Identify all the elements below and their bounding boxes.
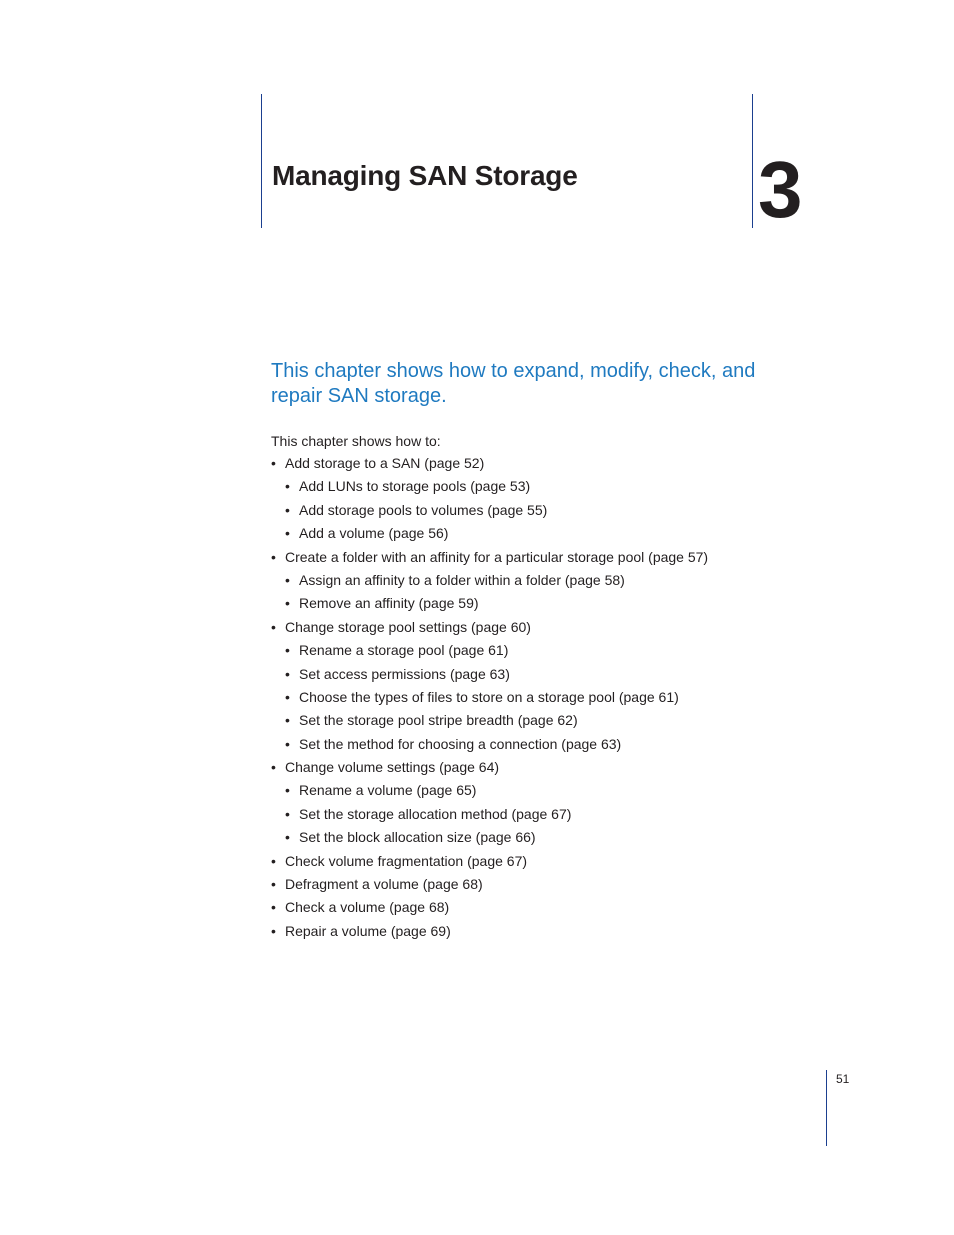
topic-text: Add LUNs to storage pools (page 53) — [299, 478, 531, 495]
topic-text: Rename a storage pool (page 61) — [299, 642, 509, 659]
topic-text: Defragment a volume (page 68) — [285, 876, 483, 893]
folio-rule — [826, 1070, 827, 1146]
bullet-marker: • — [285, 478, 290, 495]
topic-item — [271, 547, 708, 570]
bullet-marker: • — [271, 548, 276, 565]
bullet-marker: • — [285, 665, 290, 682]
topic-text: Check a volume (page 68) — [285, 899, 450, 916]
bullet-marker: • — [285, 595, 290, 612]
topic-text: Set the storage pool stripe breadth (page 62) — [299, 712, 578, 729]
subtopic-item — [271, 570, 708, 593]
topic-item — [271, 453, 708, 476]
subtopic-item — [271, 593, 708, 616]
topic-text: Change volume settings (page 64) — [285, 759, 500, 776]
topic-item — [271, 617, 708, 640]
subtopic-item — [271, 664, 708, 687]
bullet-marker: • — [285, 805, 290, 822]
topic-text: Set the block allocation size (page 66) — [299, 829, 536, 846]
topic-text: Add a volume (page 56) — [299, 525, 449, 542]
subtopic-item — [271, 500, 708, 523]
topic-text: Assign an affinity to a folder within a folder (page 58) — [299, 571, 625, 588]
subtopic-item — [271, 687, 708, 710]
bullet-marker: • — [285, 735, 290, 752]
subtopic-item — [271, 780, 708, 803]
topic-item — [271, 897, 708, 920]
bullet-marker: • — [285, 501, 290, 518]
topic-text: Remove an affinity (page 59) — [299, 595, 479, 612]
bullet-marker: • — [271, 876, 276, 893]
topic-text: Rename a volume (page 65) — [299, 782, 477, 799]
topic-text: Set access permissions (page 63) — [299, 665, 510, 682]
bullet-marker: • — [271, 759, 276, 776]
topic-item — [271, 851, 708, 874]
topic-text: Change storage pool settings (page 60) — [285, 618, 531, 635]
subtopic-item — [271, 827, 708, 850]
bullet-marker: • — [285, 712, 290, 729]
topic-text: Set the method for choosing a connection (page 63) — [299, 735, 622, 752]
lead-paragraph: This chapter shows how to: — [271, 433, 441, 449]
topic-text: Create a folder with an affinity for a particular storage pool (page 57) — [285, 548, 709, 565]
topic-text: Check volume fragmentation (page 67) — [285, 852, 528, 869]
subtopic-item — [271, 710, 708, 733]
bullet-marker: • — [271, 455, 276, 471]
topic-text: Choose the types of files to store on a storage pool (page 61) — [299, 688, 679, 705]
bullet-marker: • — [271, 618, 276, 635]
topic-text: Set the storage allocation method (page 67) — [299, 805, 572, 822]
bullet-marker: • — [271, 852, 276, 869]
bullet-marker: • — [285, 642, 290, 659]
subtopic-item — [271, 640, 708, 663]
bullet-marker: • — [285, 571, 290, 588]
bullet-marker: • — [285, 688, 290, 705]
chapter-number: 3 — [758, 145, 803, 234]
subtopic-item — [271, 734, 708, 757]
subtopic-item — [271, 804, 708, 827]
bullet-marker: • — [285, 525, 290, 542]
topic-list — [271, 453, 708, 944]
chapter-rule-right — [752, 94, 753, 228]
bullet-marker: • — [271, 922, 276, 939]
topic-item — [271, 874, 708, 897]
subtopic-item — [271, 523, 708, 546]
topic-item — [271, 757, 708, 780]
chapter-rule-left — [261, 94, 262, 228]
page-number: 51 — [836, 1072, 850, 1086]
bullet-marker: • — [271, 899, 276, 916]
topic-text: Add storage pools to volumes (page 55) — [299, 501, 548, 518]
topic-text: Add storage to a SAN (page 52) — [285, 455, 485, 471]
bullet-marker: • — [285, 782, 290, 799]
bullet-marker: • — [285, 829, 290, 846]
chapter-intro: This chapter shows how to expand, modify, check, and repair SAN storage. — [271, 360, 756, 407]
topic-text: Repair a volume (page 69) — [285, 922, 451, 939]
chapter-title: Managing SAN Storage — [272, 160, 578, 191]
subtopic-item — [271, 476, 708, 499]
topic-item — [271, 921, 708, 944]
